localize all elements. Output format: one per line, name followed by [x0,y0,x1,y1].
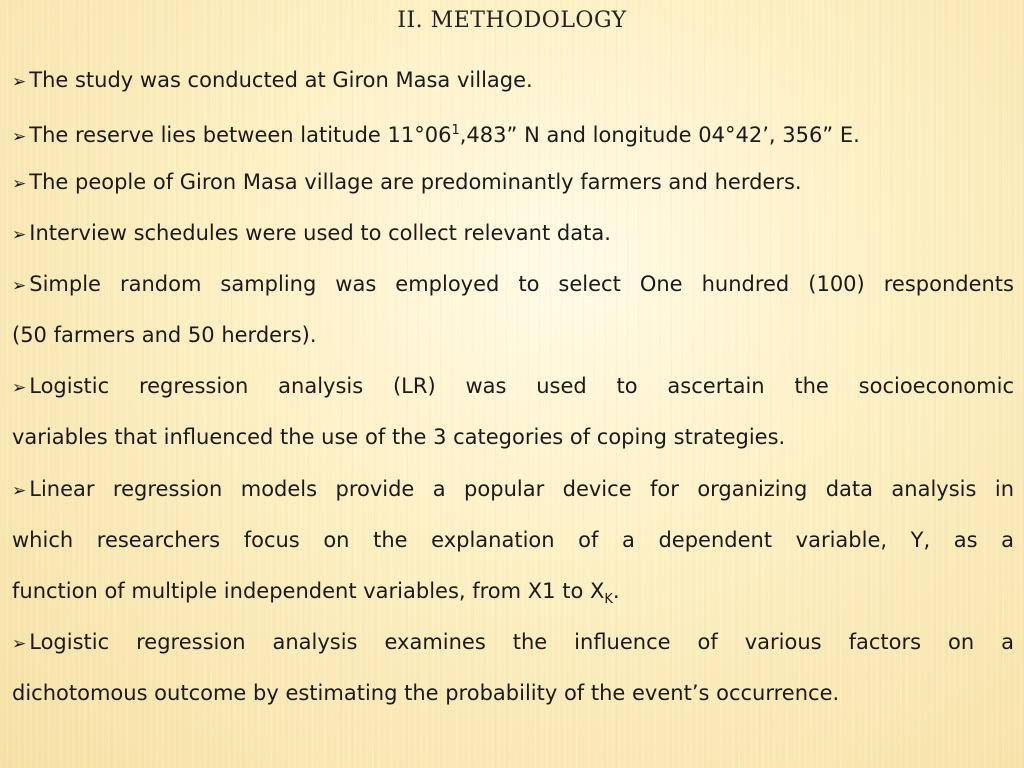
bullet-logistic-lr-cont: variables that influenced the use of the 3 categories of coping strategies. [12,425,786,449]
arrow-bullet-icon: ➢ [12,276,27,296]
bullet-text: function of multiple independent variables, from X1 to X [12,579,605,603]
bullet-text: Simple random sampling was employed to select One hundred (100) respondents [29,272,1014,296]
bullet-text: Logistic regression analysis examines the influence of various factors on a [29,630,1014,654]
bullet-text: The reserve lies between latitude 11°06 [29,123,452,147]
subscript: K [604,592,613,608]
arrow-bullet-icon: ➢ [12,634,27,654]
bullet-logistic-lr [12,372,1014,402]
arrow-bullet-icon: ➢ [12,174,27,194]
arrow-bullet-icon: ➢ [12,72,27,92]
bullet-text: Logistic regression analysis (LR) was used to ascertain the socioeconomic [29,374,1014,398]
bullet-text: Interview schedules were used to collect relevant data. [29,221,611,245]
bullet-text: Linear regression models provide a popular device for organizing data analysis in [29,477,1014,501]
arrow-bullet-icon: ➢ [12,481,27,501]
arrow-bullet-icon: ➢ [12,378,27,398]
arrow-bullet-icon: ➢ [12,127,27,147]
arrow-bullet-icon: ➢ [12,225,27,245]
bullet-interview [12,219,1014,249]
bullet-text-end: . [612,579,620,603]
bullet-linear-regression [12,475,1014,505]
bullet-logistic-dichotomous [12,628,1014,658]
slide-title: II. METHODOLOGY [397,8,627,33]
bullet-linear-regression-cont2 [12,577,1014,614]
bullet-text: The people of Giron Masa village are predominantly farmers and herders. [29,170,802,194]
bullet-study-location [12,66,1014,96]
superscript: 1 [451,123,460,138]
bullet-coordinates [12,117,1014,151]
bullet-people [12,168,1014,198]
bullet-sampling-cont: (50 farmers and 50 herders). [12,323,317,347]
bullet-logistic-dichotomous-cont: dichotomous outcome by estimating the probability of the event’s occurrence. [12,681,840,705]
bullet-text-cont: ,483” N and longitude 04°42’, 356” E. [459,123,860,147]
bullet-text: The study was conducted at Giron Masa village. [29,68,533,92]
bullet-sampling [12,270,1014,300]
bullet-linear-regression-cont: which researchers focus on the explanation of a dependent variable, Y, as a [12,528,1014,552]
